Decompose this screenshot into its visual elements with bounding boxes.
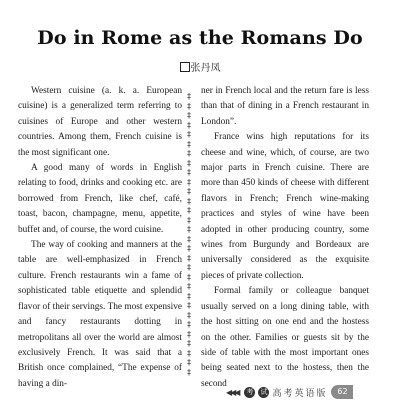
journal-name: 高考英语版 xyxy=(272,388,328,399)
paragraph: A good many of words in English relating to food, drinks and cooking etc. are borrowed from French, like chef, café, toast, bacon, champagne, menu, appetite, buffet and, of course, the word cuisine. xyxy=(18,163,182,235)
paragraph: France wins high reputations for its cheese and wine, which, of course, are two major parts in French cuisine. There are more than 450 kinds of cheese with different flavors in French; French wine-making practices and styles of wine have been adopted in other producing country, some wines from Burgundy and Bordeaux are universally considered as the exquisite pieces of private collection. xyxy=(201,132,369,281)
badge-circle: 试 xyxy=(260,387,268,396)
author-name: 张丹凤 xyxy=(190,63,221,74)
left-column xyxy=(18,84,182,392)
page-number: 62 xyxy=(331,385,353,399)
paragraph: Formal family or colleague banquet usually served on a long dining table, with the host sitting on one end and the hostess on the other. Families or guests sit by the side of table with the most important ones being seated next to the hostess, then the second xyxy=(201,286,369,389)
paragraph: Western cuisine (a. k. a. European cuisine) is a generalized term referring to cuisines of Europe and other western countries. Among them, French cuisine is the most significant one. xyxy=(18,86,182,158)
article-title: Do in Rome as the Romans Do xyxy=(37,27,363,49)
author-byline xyxy=(0,59,400,74)
right-column xyxy=(201,84,369,392)
page-footer xyxy=(226,385,353,399)
triple-arrow-icon: ◀◀◀ xyxy=(226,387,239,397)
paragraph-continued: ner in French local and the return fare is less than that of dining in a French restaurant in London”. xyxy=(201,86,369,127)
badge-circle: 考 xyxy=(246,387,254,396)
author-box-icon xyxy=(180,62,190,72)
column-divider: ‡ ‡ ‡ ‡ ‡ ‡ ‡ ‡ ‡ ‡ ‡ ‡ ‡ ‡ ‡ ‡ ‡ ‡ ‡ ‡ ‡ ‡ ‡ ‡ ‡ ‡ ‡ ‡ ‡ ‡ xyxy=(187,92,191,377)
paragraph: The way of cooking and manners at the table are well-emphasized in French culture. French restaurants win a fame of sophisticated table etiquette and splendid flavor of their servings. The most expensive and fancy restaurants dotting in metropolitans all over the world are almost exclusively French. It was said that a British once complained, “The expense of having a din- xyxy=(18,240,182,389)
